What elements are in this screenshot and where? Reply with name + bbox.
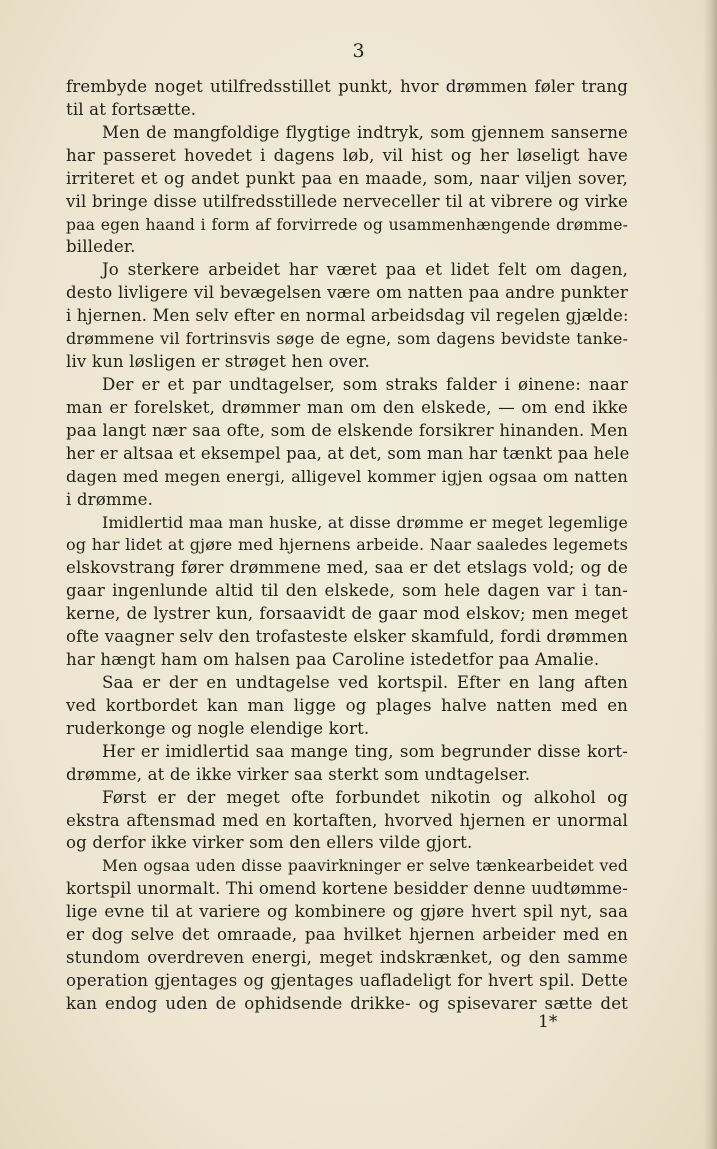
text-line: drømmene vil fortrinsvis søge de egne, som dagens bevidste tanke- [66,329,628,349]
text-line: kortspil unormalt. Thi omend kortene besidder denne uudtømme- [66,879,628,899]
text-line: og derfor ikke virker som den ellers vilde gjort. [66,833,473,853]
text-line: Først er der meget ofte forbundet nikotin og alkohol og [102,787,628,807]
text-line: vil bringe disse utilfredsstillede nerveceller til at vibrere og virke [66,191,628,211]
text-line: elskovstrang fører drømmene med, saa er det etslags vold; og de [66,558,628,578]
text-line: og har lidet at gjøre med hjernens arbeide. Naar saaledes legemets [66,535,628,555]
text-line: paa langt nær saa ofte, som de elskende forsikrer hinanden. Men [66,420,628,440]
page-edge-shadow [703,0,717,1149]
text-line: billeder. [66,237,136,257]
text-line: Saa er der en undtagelse ved kortspil. Efter en lang aften [102,672,628,692]
text-line: gaar ingenlunde altid til den elskede, som hele dagen var i tan- [66,581,628,601]
text-line: Her er imidlertid saa mange ting, som begrunder disse kort- [102,741,628,761]
text-line: paa egen haand i form af forvirrede og usammenhængende drømme- [66,215,628,234]
text-line: har hængt ham om halsen paa Caroline istedetfor paa Amalie. [66,650,600,670]
text-line: Men ogsaa uden disse paavirkninger er selve tænkearbeidet ved [102,857,628,876]
text-line: i hjernen. Men selv efter en normal arbeidsdag vil regelen gjælde: [66,306,629,326]
text-line: desto livligere vil bevægelsen være om natten paa andre punkter [66,283,628,303]
text-line: ofte vaagner selv den trofasteste elsker skamfuld, fordi drømmen [66,627,628,647]
page-number: 3 [352,40,365,62]
text-line: lige evne til at variere og kombinere og gjøre hvert spil nyt, saa [66,902,628,922]
text-line: kan endog uden de ophidsende drikke- og spisevarer sætte det [66,993,628,1013]
text-line: er dog selve det omraade, paa hvilket hjernen arbeider med en [66,925,628,945]
text-line: ruderkonge og nogle elendige kort. [66,718,370,738]
text-line: Der er et par undtagelser, som straks falder i øinene: naar [102,374,628,394]
text-line: operation gjentages og gjentages uafladeligt for hvert spil. Dette [66,970,628,990]
text-line: i drømme. [66,489,154,509]
text-line: frembyde noget utilfredsstillet punkt, hvor drømmen føler trang [66,77,628,96]
text-line: Imidlertid maa man huske, at disse drømme er meget legemlige [102,512,628,532]
text-line: drømme, at de ikke virker saa sterkt som undtagelser. [66,764,531,784]
text-line: Men de mangfoldige flygtige indtryk, som gjennem sanserne [102,122,628,142]
text-line: man er forelsket, drømmer man om den elskede, — om end ikke [66,397,628,417]
text-line: dagen med megen energi, alligevel kommer igjen ogsaa om natten [66,466,628,486]
body-text [66,76,628,1016]
signature-mark: 1* [538,1012,558,1032]
text-line: ved kortbordet kan man ligge og plages halve natten med en [66,695,628,715]
text-line: her er altsaa et eksempel paa, at det, som man har tænkt paa hele [66,443,630,463]
text-line: stundom overdreven energi, meget indskrænket, og den samme [66,948,628,968]
text-line: ekstra aftensmad med en kortaften, hvorved hjernen er unormal [66,810,628,830]
text-line: har passeret hovedet i dagens løb, vil hist og her løseligt have [66,145,628,165]
text-line: irriteret et og andet punkt paa en maade, som, naar viljen sover, [66,168,628,188]
text-line: til at fortsætte. [66,99,197,119]
text-line: kerne, de lystrer kun, forsaavidt de gaar mod elskov; men meget [66,604,628,624]
text-line: Jo sterkere arbeidet har været paa et lidet felt om dagen, [102,260,628,280]
text-line: liv kun løsligen er strøget hen over. [66,352,370,372]
